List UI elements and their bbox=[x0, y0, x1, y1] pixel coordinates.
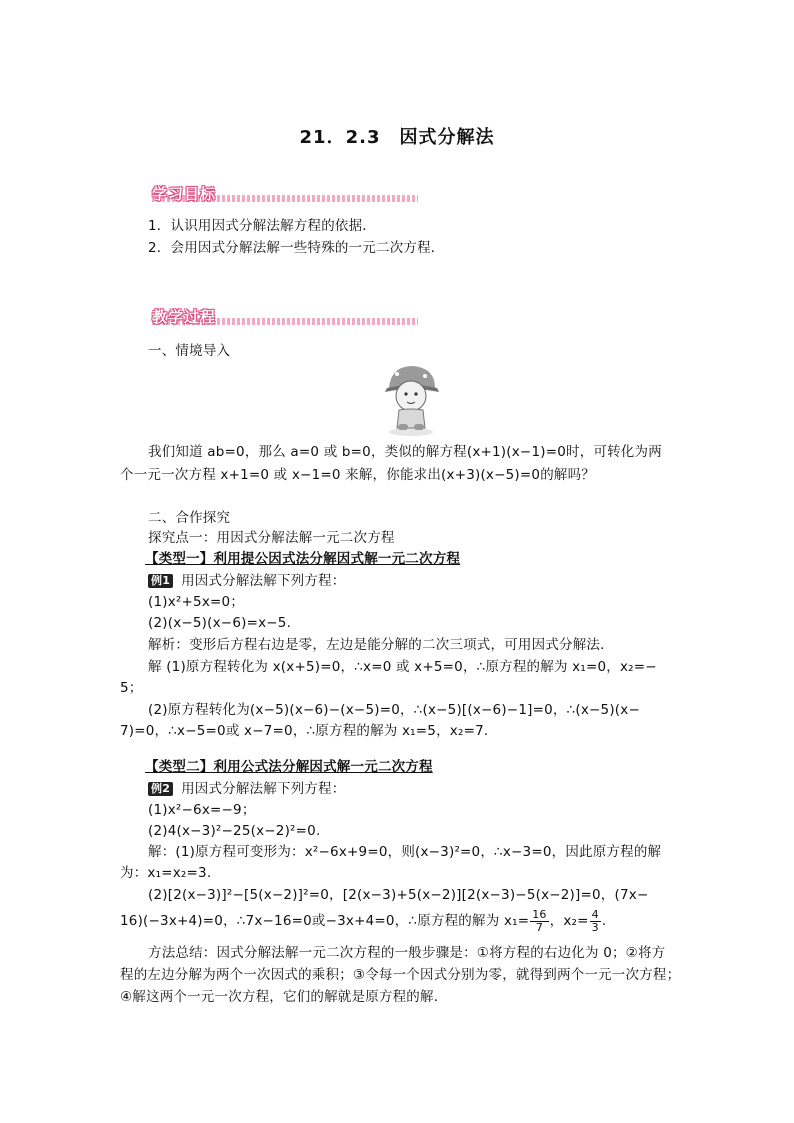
example2-solution2-line1: (2)[2(x−3)]²−[5(x−2)]²=0，[2(x−3)+5(x−2)][2(x−3)−5(x−2)]=0，(7x− bbox=[148, 887, 649, 903]
method-summary-line3: ④解这两个一元一次方程，它们的解就是原方程的解． bbox=[120, 989, 448, 1005]
method-summary-line1: 方法总结：因式分解法解一元二次方程的一般步骤是：①将方程的右边化为 0；②将方 bbox=[148, 945, 666, 961]
learning-goals-header: 学习目标 bbox=[152, 185, 217, 203]
page-title: 21．2.3 因式分解法 bbox=[299, 127, 495, 148]
example1-solution2-line1: (2)原方程转化为(x−5)(x−6)−(x−5)=0，∴(x−5)[(x−6)−1]=0，∴(x−5)(x− bbox=[148, 702, 640, 718]
teaching-process-banner bbox=[146, 306, 418, 328]
example2-badge: 例2 bbox=[148, 782, 173, 796]
learning-goals-banner bbox=[146, 183, 418, 205]
example2-prompt: 用因式分解法解下列方程： bbox=[181, 781, 346, 797]
explore-point-1: 探究点一：用因式分解法解一元二次方程 bbox=[148, 530, 395, 546]
example1-solution2-line2: 7)=0，∴x−5=0或 x−7=0，∴原方程的解为 x₁=5，x₂=7. bbox=[120, 723, 489, 739]
intro-paragraph-line2: 个一元一次方程 x+1=0 或 x−1=0 来解，你能求出(x+3)(x−5)=0的解吗？ bbox=[120, 467, 595, 483]
example1-q1: (1)x²+5x=0； bbox=[148, 594, 245, 610]
example1-prompt: 用因式分解法解下列方程： bbox=[181, 573, 346, 589]
cartoon-child-illustration bbox=[381, 362, 441, 438]
example1-prompt-row bbox=[148, 570, 345, 592]
example2-solution2-end: . bbox=[601, 913, 607, 929]
fraction-16-over-7 bbox=[530, 909, 548, 934]
example1-q2: (2)(x−5)(x−6)=x−5. bbox=[148, 615, 292, 631]
fraction-4-over-3 bbox=[590, 909, 601, 934]
example2-prompt-row bbox=[148, 778, 345, 800]
teaching-process-header: 教学过程 bbox=[152, 308, 217, 326]
type2-heading: 【类型二】利用公式法分解因式解一元二次方程 bbox=[145, 759, 433, 775]
fraction-denominator: 3 bbox=[591, 920, 599, 934]
example1-analysis: 解析：变形后方程右边是零，左边是能分解的二次三项式，可用因式分解法． bbox=[148, 637, 614, 653]
intro-paragraph-line1: 我们知道 ab=0，那么 a=0 或 b=0，类似的解方程(x+1)(x−1)=0时，可转化为两 bbox=[148, 444, 662, 460]
fraction-numerator: 16 bbox=[532, 907, 547, 921]
section-heading-intro: 一、情境导入 bbox=[148, 343, 231, 359]
goal-item-2: 2．会用因式分解法解一些特殊的一元二次方程． bbox=[148, 240, 445, 256]
example2-q1: (1)x²−6x=−9； bbox=[148, 802, 256, 818]
fraction-denominator: 7 bbox=[535, 920, 544, 934]
example2-solution1-line2: 为：x₁=x₂=3. bbox=[120, 865, 212, 881]
method-summary-line2: 程的左边分解为两个一次因式的乘积；③令每一个因式分别为零，就得到两个一元一次方程； bbox=[120, 967, 681, 983]
type1-heading: 【类型一】利用提公因式法分解因式解一元二次方程 bbox=[145, 551, 461, 567]
fraction-numerator: 4 bbox=[591, 907, 599, 921]
example2-solution2-separator: ，x₂= bbox=[549, 913, 589, 929]
example2-q2: (2)4(x−3)²−25(x−2)²=0. bbox=[148, 823, 321, 839]
section-heading-cooperative: 二、合作探究 bbox=[148, 510, 231, 526]
example1-badge: 例1 bbox=[148, 574, 173, 588]
example2-solution1-line1: 解：(1)原方程可变形为：x²−6x+9=0，则(x−3)²=0，∴x−3=0，因此原方程的解 bbox=[148, 844, 662, 860]
goal-item-1: 1．认识用因式分解法解方程的依据． bbox=[148, 218, 376, 234]
example1-solution1-line1: 解 (1)原方程转化为 x(x+5)=0，∴x=0 或 x+5=0，∴原方程的解为 x₁=0，x₂=− bbox=[148, 659, 657, 675]
example2-solution2-text: 16)(−3x+4)=0，∴7x−16=0或−3x+4=0，∴原方程的解为 x₁= bbox=[120, 913, 530, 929]
example1-solution1-line2: 5； bbox=[120, 680, 143, 696]
example2-solution2-line2 bbox=[120, 906, 606, 936]
